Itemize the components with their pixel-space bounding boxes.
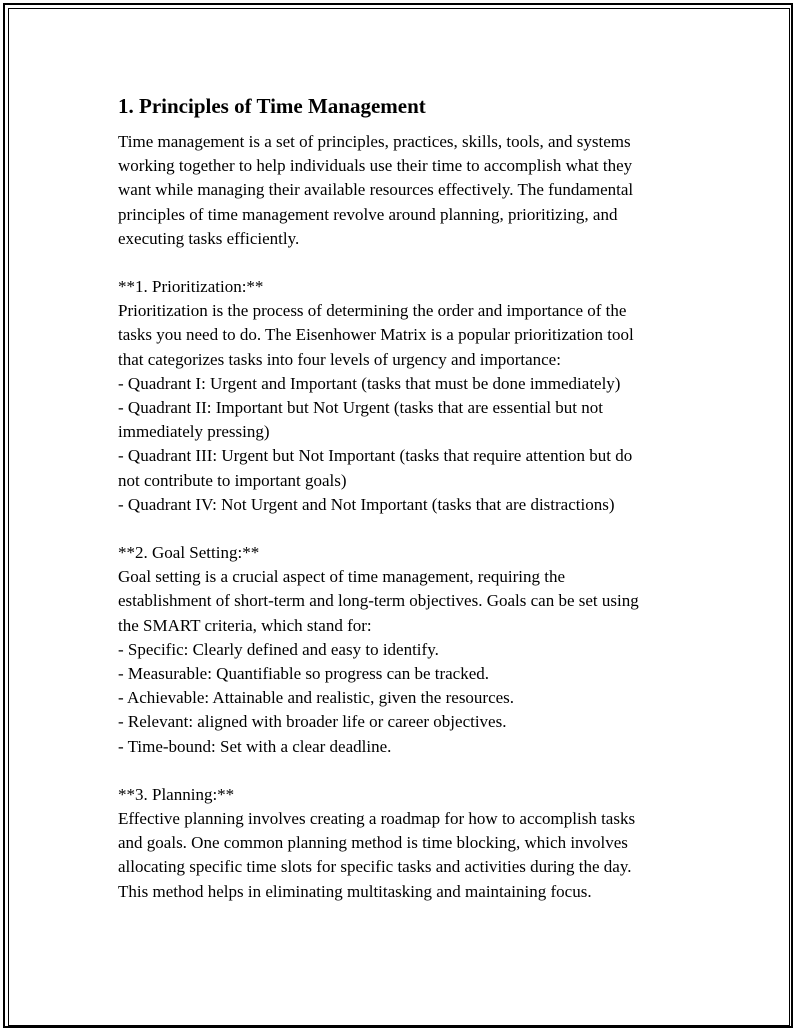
section-heading: 1. Principles of Time Management	[118, 94, 426, 118]
intro-paragraph: Time management is a set of principles, practices, skills, tools, and systems working together to help individuals use their time to accomplish what they want while managing their available resources effectively. The fundamental principles of time management revolve around planning, prioritizing, and executing tasks efficiently.	[118, 132, 634, 248]
goal-setting-body: Goal setting is a crucial aspect of time management, requiring the establishment of short-term and long-term objectives. Goals can be set using the SMART criteria, which stand for: - Specific: Clearly defined and easy to identify. - Measurable: Quantifiable so progress can be tracked. - Achievable: Attainable and realistic, given the resources. - Relevant: aligned with broader life or career objectives. - Time-bound: Set with a clear deadline.	[118, 567, 639, 756]
prioritization-body: Prioritization is the process of determining the order and importance of the tasks you need to do. The Eisenhower Matrix is a popular prioritization tool that categorizes tasks into four levels of urgency and importance: - Quadrant I: Urgent and Important (tasks that must be done immediately) - Quadrant II: Important but Not Urgent (tasks that are essential but not immediately pressing) - Quadrant III: Urgent but Not Important (tasks that require attention but do not contribute to important goals) - Quadrant IV: Not Urgent and Not Important (tasks that are distractions)	[118, 301, 634, 514]
goal-setting-title: **2. Goal Setting:**	[118, 543, 260, 563]
paragraph-spacer	[118, 759, 698, 783]
prioritization-title: **1. Prioritization:**	[118, 277, 264, 297]
planning-title: **3. Planning:**	[118, 784, 235, 804]
paragraph-spacer	[118, 517, 698, 541]
paragraph-spacer	[118, 251, 698, 275]
planning-body: Effective planning involves creating a roadmap for how to accomplish tasks and goals. One common planning method is time blocking, which involves allocating specific time slots for specific tasks and activities during the day. This method helps in eliminating multitasking and maintaining focus.	[118, 809, 636, 901]
document-body	[118, 92, 698, 904]
